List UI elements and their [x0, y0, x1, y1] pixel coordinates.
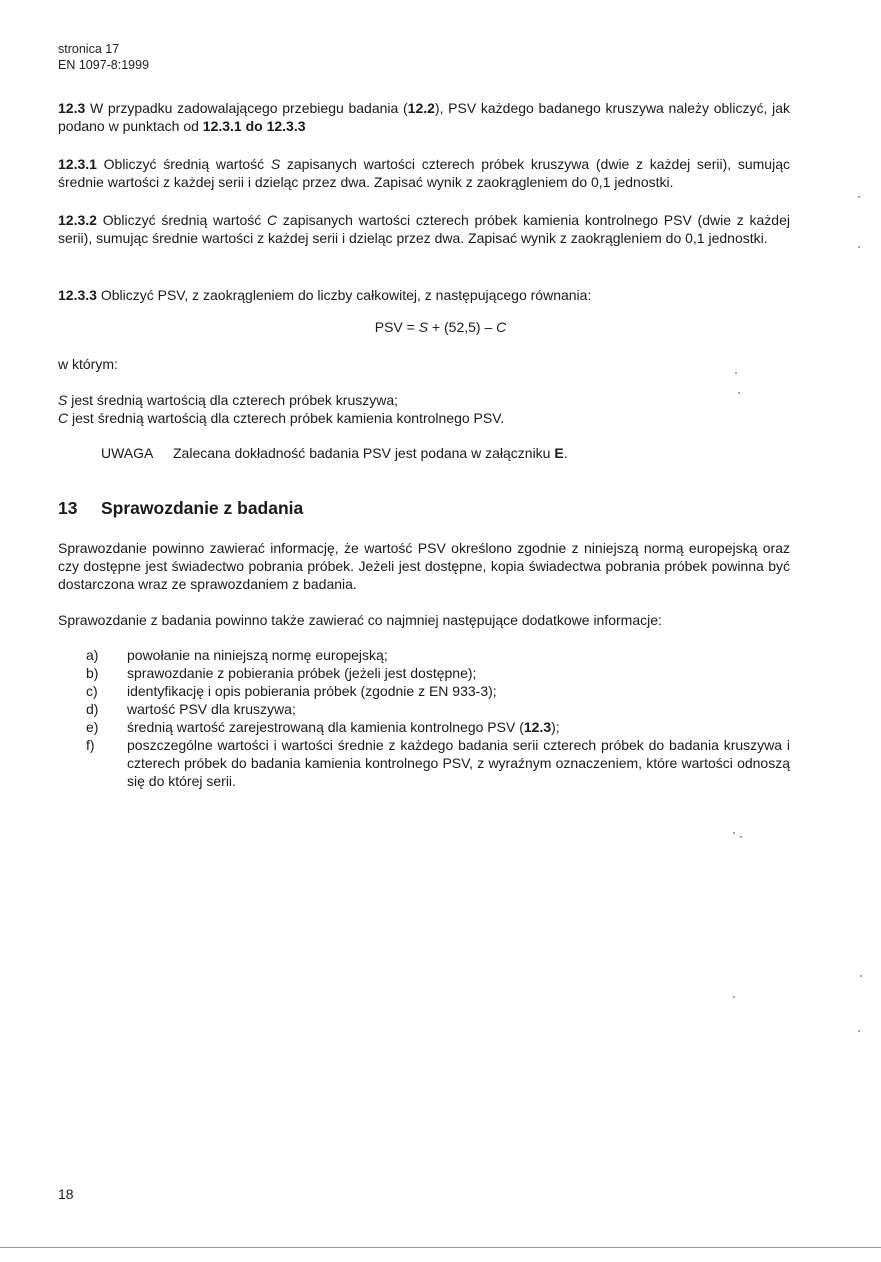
header-page-ref: stronica 17 — [58, 42, 120, 56]
list-reference: 12.3 — [523, 719, 552, 735]
clause-number: 12.3.1 — [58, 156, 97, 172]
clause-number: 12.3.2 — [58, 212, 97, 228]
list-text: powołanie na niniejszą normę europejską; — [127, 647, 388, 663]
scan-speck — [858, 246, 860, 248]
scan-speck — [858, 1030, 860, 1032]
section-13-paragraph-2: Sprawozdanie z badania powinno także zawierać co najmniej następujące dodatkowe informacje: — [58, 612, 662, 628]
note — [101, 444, 568, 462]
definition-s — [58, 391, 790, 409]
list-item — [86, 718, 790, 736]
clause-text: Obliczyć średnią wartość — [96, 212, 268, 228]
list-item — [86, 736, 790, 790]
list-item — [86, 700, 790, 718]
psv-formula — [0, 318, 881, 336]
scan-speck — [860, 975, 862, 977]
variable: S — [58, 392, 68, 408]
list-text: poszczególne wartości i wartości średnie z każdego badania serii czterech próbek do badania kruszywa i czterech próbek do badania kamienia kontrolnego PSV, z wyraźnym oznaczeniem, które wartości odnoszą się do której serii. — [127, 737, 790, 789]
scan-speck — [738, 392, 740, 394]
list-marker: b) — [86, 665, 99, 681]
section-title: Sprawozdanie z badania — [101, 498, 304, 518]
page-header — [58, 41, 149, 73]
scan-speck — [735, 372, 737, 374]
scan-speck — [740, 836, 742, 838]
header-standard-id: EN 1097-8:1999 — [58, 58, 150, 72]
list-marker: d) — [86, 701, 99, 717]
list-text: wartość PSV dla kruszywa; — [127, 701, 296, 717]
formula-var-s: S — [418, 319, 429, 335]
list-text-part: średnią wartość zarejestrowaną dla kamienia kontrolnego PSV ( — [127, 719, 524, 735]
requirements-list — [86, 646, 790, 790]
list-marker: f) — [86, 737, 95, 753]
list-text: identyfikację i opis pobierania próbek (zgodnie z EN 933-3); — [127, 683, 497, 699]
variable: S — [270, 156, 281, 172]
list-item — [86, 664, 790, 682]
variable: C — [58, 410, 69, 426]
list-text — [127, 718, 790, 736]
definition-text: jest średnią wartością dla czterech próbek kruszywa; — [67, 392, 399, 408]
clause-text: zapisanych wartości czterech próbek kruszywa (dwie z każdej serii), sumując średnie wartości z każdej serii i dzieląc przez dwa. Zapisać wynik z zaokrągleniem do 0,1 jednostki. — [58, 156, 790, 190]
clause-reference: 12.3.1 do 12.3.3 — [202, 118, 306, 134]
clause-number: 12.3 — [58, 100, 86, 116]
clause-12-3-2 — [58, 211, 790, 247]
scan-speck — [733, 832, 735, 834]
page-number: 18 — [58, 1186, 74, 1202]
formula-mid: + (52,5) – — [428, 319, 497, 335]
variable: C — [267, 212, 278, 228]
clause-text: W przypadku zadowalającego przebiegu badania ( — [85, 100, 408, 116]
formula-var-c: C — [496, 319, 507, 335]
list-item — [86, 646, 790, 664]
list-marker: e) — [86, 719, 99, 735]
list-marker: a) — [86, 647, 99, 663]
list-text: sprawozdanie z pobierania próbek (jeżeli jest dostępne); — [127, 665, 477, 681]
clause-12-3-1 — [58, 155, 790, 191]
clause-reference: 12.2 — [407, 100, 435, 116]
note-reference: E — [554, 445, 564, 461]
section-number: 13 — [58, 498, 78, 518]
clause-text: Obliczyć średnią wartość — [96, 156, 271, 172]
definition-text: jest średnią wartością dla czterech próbek kamienia kontrolnego PSV. — [68, 410, 505, 426]
clause-text: zapisanych wartości czterech próbek kamienia kontrolnego PSV (dwie z każdej serii), sumując średnie wartości z każdej serii i dzieląc przez dwa. Zapisać wynik z zaokrągleniem do 0,1 jednostki. — [58, 212, 790, 246]
clause-number: 12.3.3 — [58, 287, 97, 303]
bottom-scan-edge — [0, 1247, 881, 1248]
formula-lhs: PSV = — [374, 319, 419, 335]
clause-12-3 — [58, 99, 790, 135]
clause-text: ), PSV każdego badanego kruszywa należy obliczyć, jak podano w punktach od — [58, 100, 790, 134]
definition-c — [58, 409, 790, 427]
clause-text: Obliczyć PSV, z zaokrągleniem do liczby całkowitej, z następującego równania: — [96, 287, 592, 303]
clause-12-3-3 — [58, 286, 790, 304]
section-13-paragraph-1: Sprawozdanie powinno zawierać informację, że wartość PSV określono zgodnie z niniejszą normą europejską oraz czy dostępne jest świadectwo pobrania próbek. Jeżeli jest dostępne, kopia świadectwa pobrania próbek powinna być dostarczona wraz ze sprawozdaniem z badania. — [58, 540, 790, 592]
note-text: Zalecana dokładność badania PSV jest podana w załączniku — [173, 445, 555, 461]
list-item — [86, 682, 790, 700]
note-label: UWAGA — [101, 445, 154, 461]
scan-speck — [858, 196, 860, 198]
list-marker: c) — [86, 683, 98, 699]
note-end: . — [563, 445, 568, 461]
scan-speck — [733, 996, 735, 998]
where-label: w którym: — [58, 356, 118, 372]
section-13-heading — [58, 497, 303, 519]
list-text-part: ); — [551, 719, 560, 735]
